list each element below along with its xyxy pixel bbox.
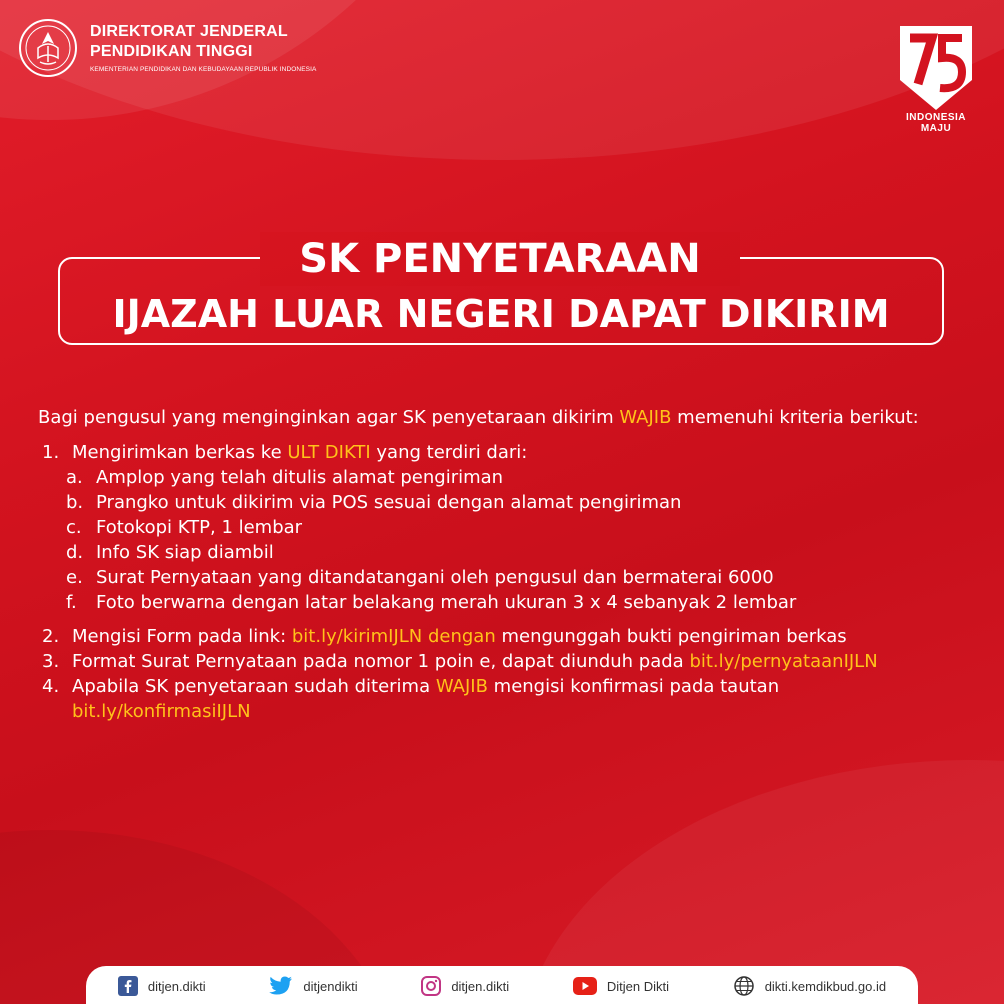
- item-text: [72, 440, 527, 465]
- facebook-icon: [118, 976, 138, 996]
- website-link[interactable]: [733, 975, 886, 997]
- sub-letter: a.: [66, 467, 83, 488]
- list-item: [38, 674, 978, 724]
- item-text-b: mengisi konfirmasi pada tautan: [487, 676, 780, 697]
- pernyataan-link[interactable]: bit.ly/pernyataanIJLN: [689, 651, 878, 672]
- sub-text: Info SK siap diambil: [96, 542, 274, 563]
- website-url: dikti.kemdikbud.go.id: [764, 978, 887, 994]
- sub-text: Amplop yang telah ditulis alamat pengiriman: [96, 467, 504, 488]
- title-line2: IJAZAH LUAR NEGERI DAPAT DIKIRIM: [112, 292, 890, 336]
- org-line2: PENDIDIKAN TINGGI: [90, 42, 253, 60]
- sub-text: Prangko untuk dikirim via POS sesuai dengan alamat pengiriman: [96, 492, 682, 513]
- header: [18, 18, 316, 78]
- tut-wuri-handayani-emblem-icon: [18, 18, 78, 78]
- item-text: [72, 649, 878, 674]
- instagram-icon: [421, 976, 441, 996]
- spacer: [38, 615, 978, 624]
- item-text-b: yang terdiri dari:: [370, 442, 528, 463]
- sub-letter: d.: [66, 542, 84, 563]
- sub-item: [66, 515, 978, 540]
- item-number: 4.: [42, 676, 60, 697]
- org-line1: DIREKTORAT JENDERAL: [90, 22, 288, 40]
- globe-icon: [733, 975, 755, 997]
- youtube-handle: Ditjen Dikti: [606, 978, 669, 994]
- sub-item: [66, 465, 978, 490]
- instagram-link[interactable]: [421, 976, 509, 996]
- sub-letter: f.: [66, 592, 77, 613]
- twitter-icon: [269, 976, 293, 996]
- twitter-link[interactable]: [269, 976, 357, 996]
- facebook-link[interactable]: [118, 976, 206, 996]
- youtube-icon: [573, 977, 597, 995]
- intro-text: [38, 405, 978, 430]
- item-text-b: mengunggah bukti pengiriman berkas: [495, 626, 847, 647]
- sub-item: [66, 540, 978, 565]
- sub-item: [66, 490, 978, 515]
- intro-highlight: WAJIB: [619, 407, 672, 428]
- sub-letter: b.: [66, 492, 84, 513]
- sub-letter: c.: [66, 517, 82, 538]
- sub-text: Fotokopi KTP, 1 lembar: [96, 517, 303, 538]
- content: [38, 405, 978, 724]
- sub-item: [66, 565, 978, 590]
- list-item: [38, 440, 978, 465]
- item-text-a: Format Surat Pernyataan pada nomor 1 poin e, dapat diunduh pada: [72, 651, 690, 672]
- konfirmasi-link[interactable]: bit.ly/konfirmasiIJLN: [72, 701, 251, 722]
- sub-text: Surat Pernyataan yang ditandatangani oleh pengusul dan bermaterai 6000: [96, 567, 774, 588]
- seventy-five-logo-icon: [898, 24, 974, 112]
- org-subtitle: KEMENTERIAN PENDIDIKAN DAN KEBUDAYAAN REPUBLIK INDONESIA: [90, 65, 317, 73]
- sub-text: Foto berwarna dengan latar belakang merah ukuran 3 x 4 sebanyak 2 lembar: [96, 592, 797, 613]
- list-item: [38, 649, 978, 674]
- intro-text-b: memenuhi kriteria berikut:: [671, 407, 919, 428]
- org-name: [90, 22, 316, 75]
- facebook-handle: ditjen.dikti: [147, 978, 206, 994]
- social-footer: [86, 966, 918, 1004]
- ult-dikti-highlight: ULT DIKTI: [287, 442, 371, 463]
- item-number: 2.: [42, 626, 60, 647]
- wajib-highlight: WAJIB: [435, 676, 488, 697]
- twitter-handle: ditjendikti: [303, 978, 358, 994]
- badge-line2: MAJU: [920, 123, 952, 134]
- youtube-link[interactable]: [573, 977, 669, 995]
- item-text: [72, 674, 779, 724]
- sub-list: [38, 465, 978, 615]
- kirim-link[interactable]: bit.ly/kirimIJLN dengan: [291, 626, 496, 647]
- item-text-a: Mengirimkan berkas ke: [72, 442, 288, 463]
- sub-letter: e.: [66, 567, 83, 588]
- intro-text-a: Bagi pengusul yang menginginkan agar SK penyetaraan dikirim: [38, 407, 620, 428]
- anniversary-badge: [890, 24, 982, 134]
- list-item: [38, 624, 978, 649]
- title-line1: SK PENYETARAAN: [260, 232, 740, 286]
- badge-line1: INDONESIA: [905, 112, 967, 123]
- item-text: [72, 624, 847, 649]
- instagram-handle: ditjen.dikti: [451, 978, 510, 994]
- item-text-a: Apabila SK penyetaraan sudah diterima: [72, 676, 436, 697]
- item-number: 3.: [42, 651, 60, 672]
- item-text-a: Mengisi Form pada link:: [72, 626, 292, 647]
- sub-item: [66, 590, 978, 615]
- item-number: 1.: [42, 442, 60, 463]
